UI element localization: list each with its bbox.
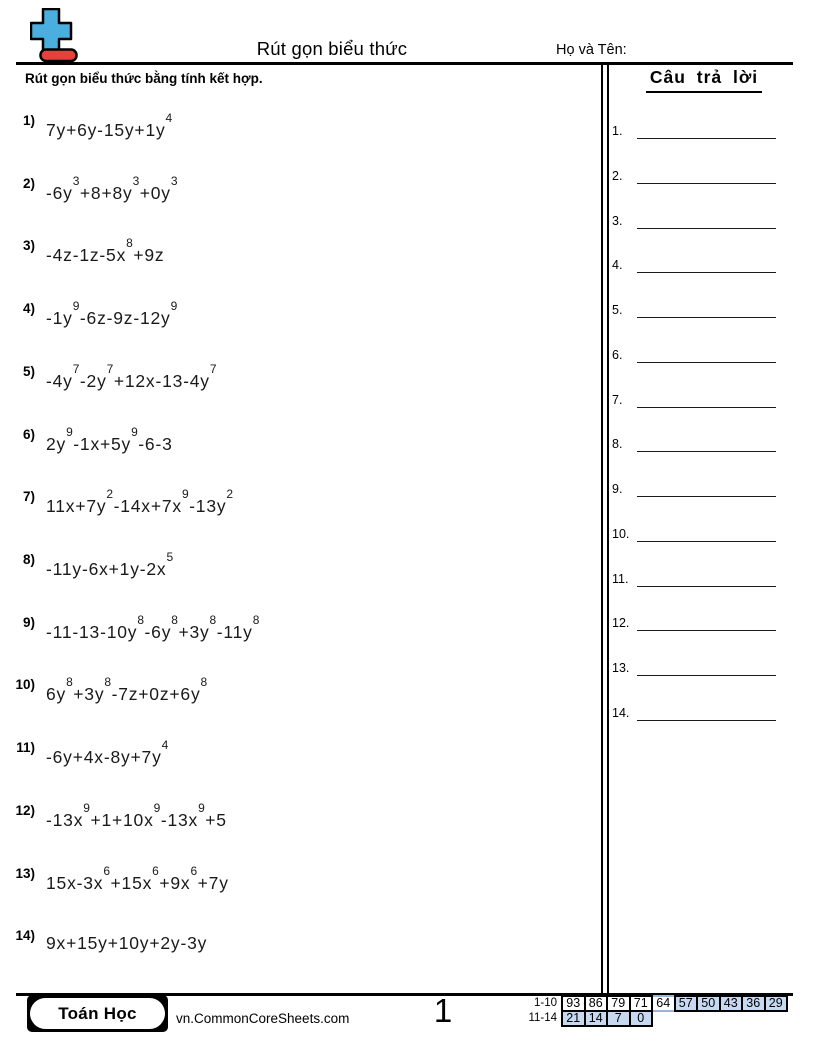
- answer-number: 12.: [612, 616, 630, 631]
- answer-row: [612, 570, 776, 587]
- answer-blank[interactable]: [637, 391, 776, 408]
- problem-number: 7): [22, 489, 35, 505]
- answers-title: Câu trả lời: [646, 67, 762, 93]
- problem-expression: $7y+6y-15y+1y^4$: [46, 111, 173, 140]
- answer-row: [612, 212, 776, 229]
- instruction-text: Rút gọn biểu thức bằng tính kết hợp.: [25, 71, 263, 86]
- score-cell: 93: [561, 995, 586, 1012]
- answer-blank[interactable]: [637, 301, 776, 318]
- problem-expression: $-13x^9+1+10x^9-13x^9+5$: [46, 800, 227, 830]
- answer-number: 9.: [612, 482, 623, 497]
- problem-number: 9): [22, 614, 35, 630]
- score-cell: 14: [584, 1010, 609, 1027]
- problem-number: 11): [16, 740, 35, 756]
- score-cell: 43: [719, 995, 744, 1012]
- answer-blank[interactable]: [637, 614, 776, 631]
- problem-number: 5): [22, 363, 35, 379]
- answer-number: 14.: [612, 706, 630, 720]
- score-cell: 64: [651, 995, 676, 1012]
- score-cell: 79: [606, 995, 631, 1012]
- answer-row: [612, 614, 776, 631]
- problem-expression: $-4z-1z-5x^8+9z$: [46, 236, 165, 266]
- problem-item: [0, 737, 595, 771]
- problem-item: [0, 612, 595, 646]
- problem-item: [0, 674, 595, 708]
- score-cell: 29: [764, 995, 789, 1012]
- problem-number: 13): [15, 865, 35, 881]
- answer-blank[interactable]: [637, 480, 776, 497]
- answer-row: [612, 167, 776, 184]
- problem-item: [0, 173, 595, 207]
- answer-row: [612, 525, 776, 542]
- problem-expression: $-1y^9-6z-9z-12y^9$: [46, 299, 178, 328]
- score-cell: 50: [696, 995, 721, 1012]
- score-cell: 71: [629, 995, 654, 1012]
- problem-item: [0, 486, 595, 520]
- answer-blank[interactable]: [637, 122, 776, 139]
- answer-number: 10.: [612, 526, 630, 541]
- answer-row: [612, 122, 776, 139]
- answer-number: 5.: [612, 303, 623, 318]
- problem-number: 12): [15, 802, 35, 818]
- page-number: 1: [433, 992, 453, 1029]
- answer-row: [612, 480, 776, 497]
- score-cell: 21: [561, 1010, 586, 1027]
- score-row-label: 11-14: [528, 1012, 557, 1024]
- answer-blank[interactable]: [637, 659, 776, 676]
- answer-number: 2.: [612, 168, 623, 183]
- problem-number: 4): [22, 301, 35, 317]
- score-cell: 86: [584, 995, 609, 1012]
- problem-item: [0, 235, 595, 269]
- problem-expression: $11x+7y^2-14x+7x^9-13y^2$: [46, 487, 234, 517]
- answer-number: 7.: [612, 392, 623, 407]
- column-divider: [601, 64, 609, 994]
- answer-number: 4.: [612, 258, 623, 273]
- problem-expression: $-6y^3+8+8y^3+0y^3$: [46, 173, 179, 203]
- problem-number: 6): [22, 426, 35, 442]
- problem-item: [0, 110, 595, 144]
- problem-number: 14): [15, 928, 35, 944]
- answer-row: [612, 391, 776, 408]
- answer-blank[interactable]: [637, 167, 776, 184]
- answers-header: [609, 67, 799, 93]
- problem-expression: $-11-13-10y^8-6y^8+3y^8-11y^8$: [46, 612, 260, 642]
- answer-number: 6.: [612, 347, 623, 362]
- answer-number: 11.: [612, 571, 629, 586]
- page-title: Rút gọn biểu thức: [256, 38, 408, 59]
- score-table: [516, 995, 788, 1027]
- answer-row: [612, 704, 776, 721]
- problem-item: [0, 549, 595, 583]
- score-cells: [561, 1010, 653, 1027]
- answer-blank[interactable]: [637, 570, 776, 587]
- problem-number: 8): [22, 552, 35, 568]
- problem-expression: $6y^8+3y^8-7z+0z+6y^8$: [46, 675, 208, 705]
- problem-item: [0, 298, 595, 332]
- answer-blank[interactable]: [637, 256, 776, 273]
- answer-number: 1.: [612, 124, 623, 138]
- answer-blank[interactable]: [637, 212, 776, 229]
- problem-expression: $-4y^7-2y^7+12x-13-4y^7$: [46, 361, 218, 391]
- answer-number: 8.: [612, 437, 623, 452]
- answer-row: [612, 256, 776, 273]
- name-field-label: Họ và Tên:: [556, 42, 627, 58]
- subject-badge: [27, 995, 168, 1032]
- problem-expression: $-6y+4x-8y+7y^4$: [46, 738, 169, 768]
- header-divider: [16, 62, 793, 65]
- problem-number: 1): [22, 113, 35, 128]
- problem-expression: $-11y-6x+1y-2x^5$: [46, 550, 174, 579]
- problem-number: 2): [22, 175, 35, 191]
- problem-item: [0, 863, 595, 897]
- problem-number: 3): [22, 238, 35, 254]
- answer-blank[interactable]: [637, 435, 776, 452]
- problem-item: [0, 800, 595, 834]
- answer-blank[interactable]: [637, 525, 776, 542]
- answer-row: [612, 659, 776, 676]
- answer-number: 13.: [612, 661, 630, 676]
- score-cell: 36: [741, 995, 766, 1012]
- answer-blank[interactable]: [637, 346, 776, 363]
- score-cell: 0: [629, 1010, 654, 1027]
- score-row: [516, 1010, 788, 1027]
- site-url: vn.CommonCoreSheets.com: [176, 1011, 350, 1026]
- answer-row: [612, 301, 776, 318]
- answer-number: 3.: [612, 213, 623, 228]
- problem-expression: $15x-3x^6+15x^6+9x^6+7y$: [46, 863, 229, 893]
- problem-item: [0, 424, 595, 458]
- answer-blank[interactable]: [637, 704, 776, 721]
- score-cell: 7: [606, 1010, 631, 1027]
- score-cell: 57: [674, 995, 699, 1012]
- subject-badge-label: Toán Học: [30, 998, 165, 1029]
- problem-expression: $2y^9-1x+5y^9-6-3$: [46, 424, 173, 454]
- problem-item: [0, 361, 595, 395]
- problem-item: [0, 925, 595, 959]
- problem-number: 10): [15, 677, 35, 693]
- answer-row: [612, 435, 776, 452]
- answer-row: [612, 346, 776, 363]
- score-row-label: 1-10: [533, 997, 557, 1009]
- problem-expression: 9x+15y+10y+2y-3y: [46, 933, 208, 954]
